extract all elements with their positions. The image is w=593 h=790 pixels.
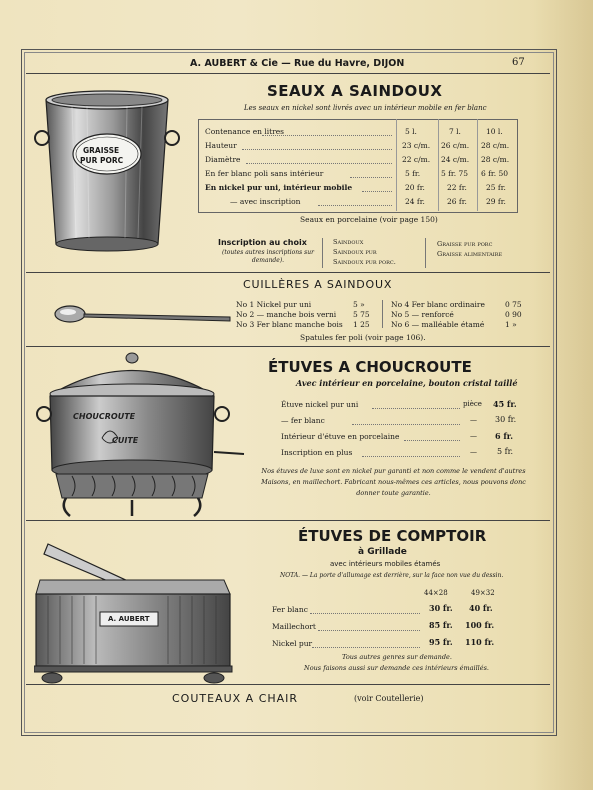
etuve-row-label: Étuve nickel pur uni — [281, 400, 359, 409]
comptoir-row-label: Fer blanc — [272, 605, 308, 614]
seaux-cell: 20 fr. — [405, 183, 425, 192]
comptoir-price: 40 fr. — [469, 603, 493, 613]
seaux-cell: 25 fr. — [486, 183, 506, 192]
comptoir-price: 100 fr. — [465, 620, 495, 630]
spoon-price: 0 75 — [505, 300, 522, 309]
etuves-choucroute-subtitle: Avec intérieur en porcelaine, bouton cristal taillé — [296, 378, 518, 388]
seaux-cell: 5 l. — [405, 127, 417, 136]
seaux-cell: 23 c/m. — [402, 141, 431, 150]
seaux-cell: 28 c/m. — [481, 155, 510, 164]
spoon-price: 5 75 — [353, 310, 370, 319]
comptoir-size: 44×28 — [424, 589, 448, 597]
tureen-label-2: CUITE — [112, 436, 139, 445]
bucket-label-2: PUR PORC — [80, 156, 124, 165]
header-company: A. AUBERT & Cie — Rue du Havre, DIJON — [190, 58, 405, 69]
etuves-comptoir-nota: NOTA. — La porte d'allumage est derrière, sur la face non vue du dessin. — [280, 572, 504, 579]
etuve-row-price: 6 fr. — [495, 431, 514, 441]
spoon-item: No 3 Fer blanc manche bois — [236, 320, 343, 329]
seaux-cell: 24 fr. — [405, 197, 425, 206]
etuve-row-label: Intérieur d'étuve en porcelaine — [281, 432, 400, 441]
inscription-title: Inscription au choix — [218, 238, 307, 247]
comptoir-row-label: Nickel pur — [272, 639, 313, 648]
spoon-price: 5 » — [353, 300, 365, 309]
seaux-cell: 10 l. — [486, 127, 503, 136]
seaux-row-label: En fer blanc poli sans intérieur — [205, 169, 324, 178]
page-number: 67 — [512, 57, 525, 68]
comptoir-price: 85 fr. — [429, 620, 453, 630]
spoon-item: No 2 — manche bois verni — [236, 310, 337, 319]
comptoir-size: 49×32 — [471, 589, 495, 597]
tureen-label-1: CHOUCROUTE — [73, 412, 136, 421]
seaux-cell: 29 fr. — [486, 197, 506, 206]
comptoir-note-2: Nous faisons aussi sur demande ces intérieurs émaillés. — [304, 664, 489, 672]
spoon-illustration — [52, 302, 234, 326]
etuve-row-unit: — — [470, 432, 477, 440]
spoon-price: 1 25 — [353, 320, 370, 329]
inscription-subtitle: (toutes autres inscriptions sur demande). — [222, 249, 314, 264]
seaux-cell: 22 c/m. — [402, 155, 431, 164]
porcelain-note: Seaux en porcelaine (voir page 150) — [300, 215, 438, 224]
etuves-comptoir-subtitle2: avec intérieurs mobiles étamés — [330, 560, 441, 568]
etuve-row-unit: — — [470, 416, 477, 424]
couteaux-reference: (voir Coutellerie) — [354, 694, 424, 703]
comptoir-price: 110 fr. — [465, 637, 495, 647]
section-title-etuves-comptoir: ÉTUVES DE COMPTOIR — [298, 527, 487, 545]
seaux-row-label: — avec inscription — [230, 197, 301, 206]
seaux-cell: 5 fr. 75 — [441, 169, 469, 178]
spoon-price: 0 90 — [505, 310, 522, 319]
counter-warmer-illustration — [34, 540, 234, 685]
spoon-price: 1 » — [505, 320, 517, 329]
seaux-subtitle: Les seaux en nickel sont livrés avec un intérieur mobile en fer blanc — [244, 104, 487, 112]
inscription-option: Saindoux — [333, 238, 364, 246]
seaux-cell: 26 c/m. — [441, 141, 470, 150]
seaux-cell: 28 c/m. — [481, 141, 510, 150]
inscription-option: Saindoux pur — [333, 248, 377, 256]
comptoir-price: 30 fr. — [429, 603, 453, 613]
inscription-option: Saindoux pur porc. — [333, 258, 396, 266]
spoon-item: No 5 — renforcé — [391, 310, 454, 319]
etuves-comptoir-subtitle: à Grillade — [358, 547, 407, 557]
header-rule — [26, 73, 550, 74]
seaux-row-label: Diamètre — [205, 155, 241, 164]
seaux-row-label: Hauteur — [205, 141, 237, 150]
couteaux-title: COUTEAUX A CHAIR — [172, 692, 299, 705]
etuve-row-price: 45 fr. — [493, 399, 517, 409]
section-title-seaux: SEAUX A SAINDOUX — [267, 82, 443, 100]
bucket-label-1: GRAISSE — [83, 146, 120, 155]
inscription-option: Graisse alimentaire — [437, 250, 503, 258]
seaux-cell: 7 l. — [449, 127, 461, 136]
section-title-etuves-choucroute: ÉTUVES A CHOUCROUTE — [268, 358, 472, 376]
etuves-choucroute-note: Nos étuves de luxe sont en nickel pur garanti et non comme le vendent d'autres Maisons, en maillechort. Fabricant nous-mêmes ces articles, nous pouvons donc donner toute garantie. — [261, 467, 526, 497]
sauerkraut-tureen-illustration — [32, 352, 247, 522]
spoon-item: No 6 — malléable étamé — [391, 320, 485, 329]
spoon-item: No 1 Nickel pur uni — [236, 300, 312, 309]
spatules-note: Spatules fer poli (voir page 106). — [300, 333, 426, 342]
comptoir-price: 95 fr. — [429, 637, 453, 647]
section-title-cuilleres: CUILLÈRES A SAINDOUX — [243, 278, 393, 291]
seaux-cell: 5 fr. — [405, 169, 421, 178]
inscription-option: Graisse pur porc — [437, 240, 493, 248]
etuve-row-unit: — — [470, 448, 477, 456]
seaux-cell: 24 c/m. — [441, 155, 470, 164]
etuve-row-unit: pièce — [463, 400, 482, 408]
comptoir-note-1: Tous autres genres sur demande. — [342, 653, 452, 661]
seaux-cell: 22 fr. — [447, 183, 467, 192]
etuve-row-price: 30 fr. — [495, 415, 517, 424]
seaux-cell: 26 fr. — [447, 197, 467, 206]
comptoir-row-label: Maillechort — [272, 622, 316, 631]
spoon-item: No 4 Fer blanc ordinaire — [391, 300, 485, 309]
etuve-row-label: — fer blanc — [281, 416, 325, 425]
seaux-cell: 6 fr. 50 — [481, 169, 509, 178]
seaux-row-label: Contenance en litres — [205, 127, 285, 136]
warmer-box-label: A. AUBERT — [108, 615, 150, 623]
seaux-row-label: En nickel pur uni, intérieur mobile — [205, 183, 353, 192]
etuve-row-label: Inscription en plus — [281, 448, 353, 457]
lard-bucket-illustration — [32, 88, 182, 256]
etuve-row-price: 5 fr. — [497, 447, 514, 456]
